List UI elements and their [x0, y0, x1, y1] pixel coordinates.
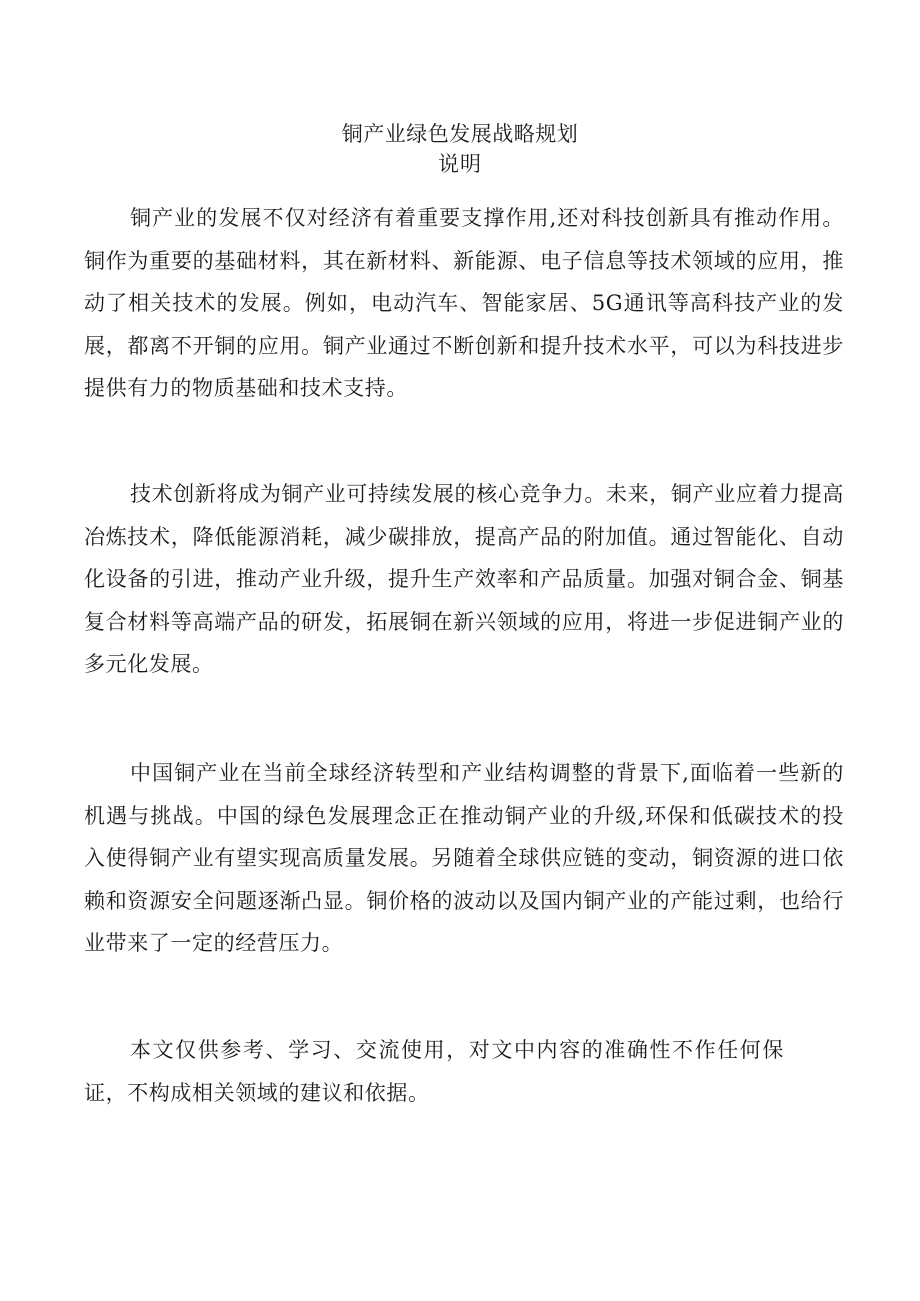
- title-block: [0, 119, 920, 179]
- paragraph-1: 铜产业的发展不仅对经济有着重要支撑作用,还对科技创新具有推动作用。铜作为重要的基础材料，其在新材料、新能源、电子信息等技术领域的应用，推动了相关技术的发展。例如，电动汽车、智能家居、5G通讯等高科技产业的发展，都离不开铜的应用。铜产业通过不断创新和提升技术水平，可以为科技进步提供有力的物质基础和技术支持。: [84, 206, 844, 400]
- paragraph-3: 中国铜产业在当前全球经济转型和产业结构调整的背景下,面临着一些新的机遇与挑战。中国的绿色发展理念正在推动铜产业的升级,环保和低碳技术的投入使得铜产业有望实现高质量发展。另随着全球供应链的变动，铜资源的进口依赖和资源安全问题逐渐凸显。铜价格的波动以及国内铜产业的产能过剩，也给行业带来了一定的经营压力。: [84, 761, 844, 955]
- document-subtitle: 说明: [438, 152, 482, 176]
- paragraph-2: 技术创新将成为铜产业可持续发展的核心竞争力。未来，铜产业应着力提高冶炼技术，降低能源消耗，减少碳排放，提高产品的附加值。通过智能化、自动化设备的引进，推动产业升级，提升生产效率和产品质量。加强对铜合金、铜基复合材料等高端产品的研发，拓展铜在新兴领域的应用，将进一步促进铜产业的多元化发展。: [84, 482, 844, 676]
- disclaimer-paragraph: 本文仅供参考、学习、交流使用，对文中内容的准确性不作任何保证，不构成相关领域的建议和依据。: [84, 1038, 784, 1105]
- document-title: 铜产业绿色发展战略规划: [341, 122, 579, 146]
